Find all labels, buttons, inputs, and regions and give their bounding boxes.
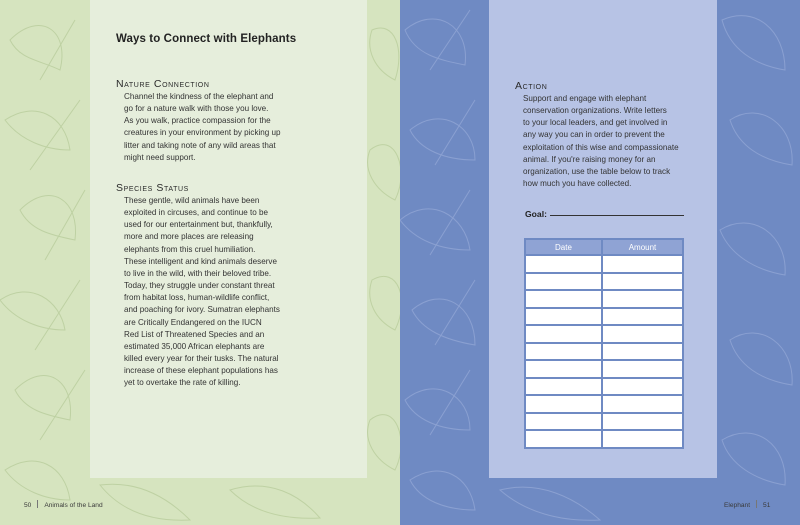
text-line: These gentle, wild animals have been bbox=[124, 196, 260, 205]
section-name: Elephant bbox=[724, 502, 751, 509]
right-content-panel bbox=[489, 0, 717, 478]
text-line: are Critically Endangered on the IUCN bbox=[124, 317, 262, 327]
text-line: creatures in your environment by picking up bbox=[124, 128, 281, 138]
text-line: and poaching for ivory. Sumatran elephants bbox=[124, 305, 280, 315]
amount-cell[interactable] bbox=[603, 326, 682, 342]
text-line: elephants from this cruel humiliation. bbox=[124, 244, 256, 254]
footer-divider bbox=[756, 500, 757, 508]
amount-cell[interactable] bbox=[603, 379, 682, 395]
page-number: 51 bbox=[763, 502, 771, 509]
date-cell[interactable] bbox=[526, 291, 601, 307]
text-line: from habitat loss, human-wildlife conflict, bbox=[124, 293, 270, 303]
date-cell[interactable] bbox=[526, 414, 601, 430]
date-cell[interactable] bbox=[526, 344, 601, 360]
amount-cell[interactable] bbox=[603, 396, 682, 412]
table-row bbox=[526, 396, 682, 412]
amount-cell[interactable] bbox=[603, 431, 682, 447]
date-column-header: Date bbox=[526, 240, 601, 254]
date-cell[interactable] bbox=[526, 379, 601, 395]
text-line: killed every year for their tusks. The natural bbox=[124, 354, 279, 364]
date-cell[interactable] bbox=[526, 309, 601, 325]
action-title: Action bbox=[515, 80, 548, 92]
action-body bbox=[523, 93, 679, 190]
amount-cell[interactable] bbox=[603, 344, 682, 360]
date-cell[interactable] bbox=[526, 256, 601, 272]
table-row bbox=[526, 291, 682, 307]
table-row bbox=[526, 414, 682, 430]
date-cell[interactable] bbox=[526, 326, 601, 342]
text-line: might need support. bbox=[124, 152, 196, 162]
goal-label: Goal: bbox=[525, 209, 547, 219]
table-row bbox=[526, 274, 682, 290]
goal-input-line[interactable] bbox=[550, 215, 684, 216]
species-status-body bbox=[124, 195, 280, 390]
section-name: Animals of the Land bbox=[44, 502, 103, 509]
species-status-title: Species Status bbox=[116, 182, 189, 194]
text-line: go for a nature walk with those you love. bbox=[124, 104, 269, 114]
text-line: conservation organizations. Write letters bbox=[523, 106, 667, 116]
date-cell[interactable] bbox=[526, 431, 601, 447]
table-row bbox=[526, 256, 682, 272]
text-line: These intelligent and kind animals deserve bbox=[124, 256, 277, 266]
table-header-row bbox=[526, 240, 682, 254]
date-cell[interactable] bbox=[526, 361, 601, 377]
text-line: organization, use the table below to track bbox=[523, 166, 671, 176]
text-line: yet to overtake the rate of killing. bbox=[124, 378, 241, 388]
text-line: litter and taking note of any wild areas that bbox=[124, 140, 276, 150]
text-line: exploited in circuses, and continue to be bbox=[124, 208, 268, 218]
amount-cell[interactable] bbox=[603, 291, 682, 307]
table-row bbox=[526, 379, 682, 395]
page-heading: Ways to Connect with Elephants bbox=[116, 33, 297, 45]
nature-connection-body bbox=[124, 91, 281, 164]
text-line: any way you can in order to prevent the bbox=[523, 130, 665, 140]
nature-connection-title: Nature Connection bbox=[116, 78, 210, 90]
donation-tracking-table bbox=[524, 238, 684, 449]
text-line: more and more places are releasing bbox=[124, 232, 254, 242]
text-line: exploitation of this wise and compassionate bbox=[523, 142, 679, 152]
table-row bbox=[526, 326, 682, 342]
text-line: Channel the kindness of the elephant and bbox=[124, 92, 274, 101]
amount-cell[interactable] bbox=[603, 309, 682, 325]
text-line: to live in the wild, with their beloved tribe. bbox=[124, 268, 272, 278]
text-line: Support and engage with elephant bbox=[523, 94, 647, 103]
text-line: how much you have collected. bbox=[523, 179, 632, 189]
right-page-footer bbox=[724, 500, 770, 509]
text-line: Today, they struggle under constant threat bbox=[124, 281, 275, 291]
page-number: 50 bbox=[24, 502, 32, 509]
text-line: used for our entertainment but, thankfully, bbox=[124, 220, 273, 230]
text-line: Red List of Threatened Species and an bbox=[124, 329, 265, 339]
left-page-footer bbox=[24, 500, 103, 509]
text-line: As you walk, practice compassion for the bbox=[124, 116, 271, 126]
text-line: to your local leaders, and get involved in bbox=[523, 118, 668, 128]
left-content-panel bbox=[90, 0, 367, 478]
text-line: estimated 35,000 African elephants are bbox=[124, 341, 265, 351]
footer-divider bbox=[37, 500, 38, 508]
date-cell[interactable] bbox=[526, 396, 601, 412]
text-line: increase of these elephant populations has bbox=[124, 366, 278, 376]
date-cell[interactable] bbox=[526, 274, 601, 290]
table-row bbox=[526, 361, 682, 377]
amount-cell[interactable] bbox=[603, 414, 682, 430]
text-line: animal. If you're raising money for an bbox=[523, 154, 656, 164]
amount-cell[interactable] bbox=[603, 361, 682, 377]
amount-column-header: Amount bbox=[603, 240, 682, 254]
table-row bbox=[526, 309, 682, 325]
amount-cell[interactable] bbox=[603, 256, 682, 272]
table-row bbox=[526, 431, 682, 447]
amount-cell[interactable] bbox=[603, 274, 682, 290]
table-row bbox=[526, 344, 682, 360]
right-page bbox=[400, 0, 800, 525]
